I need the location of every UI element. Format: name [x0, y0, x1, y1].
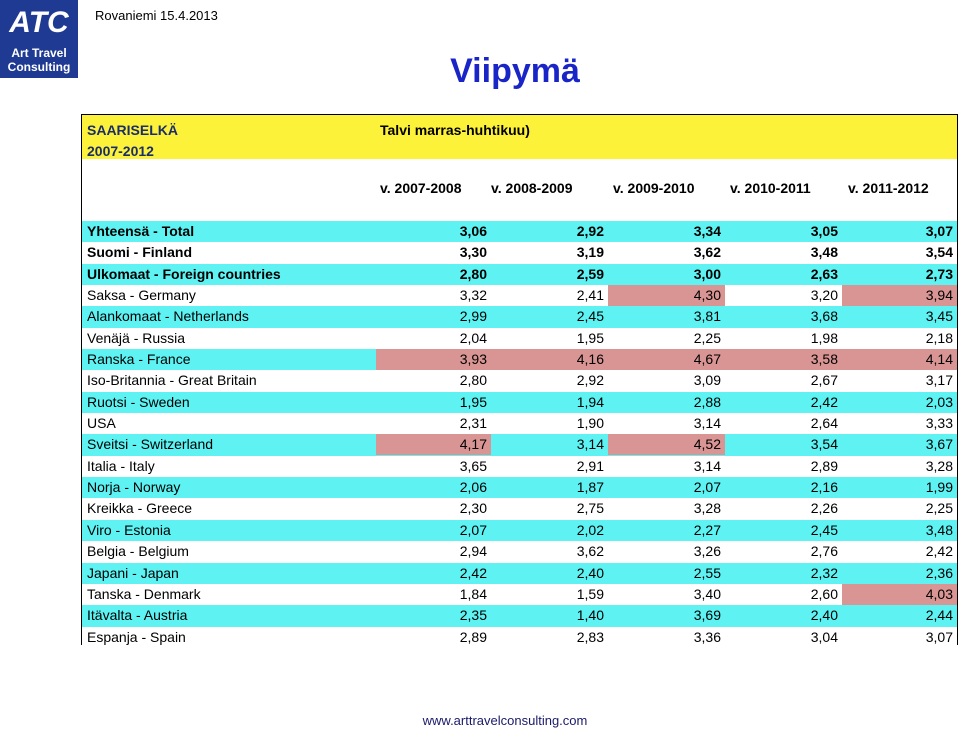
- value-cell: 2,26: [810, 500, 838, 517]
- value-cell: 3,20: [810, 287, 838, 304]
- column-header: v. 2010-2011: [730, 180, 811, 196]
- value-cell: 1,94: [576, 393, 604, 410]
- report-date: Rovaniemi 15.4.2013: [95, 8, 218, 23]
- value-cell: 3,09: [693, 372, 721, 389]
- value-cell: 4,67: [608, 349, 725, 370]
- value-cell: 4,03: [842, 584, 957, 605]
- value-cell: 2,83: [576, 628, 604, 645]
- value-cell: 2,64: [810, 415, 838, 432]
- value-cell: 3,00: [693, 265, 721, 282]
- row-label: Espanja - Spain: [87, 628, 186, 645]
- table-row: [82, 456, 957, 477]
- value-cell: 2,31: [459, 415, 487, 432]
- value-cell: 4,30: [608, 285, 725, 306]
- value-cell: 2,67: [810, 372, 838, 389]
- value-cell: 2,04: [459, 329, 487, 346]
- value-cell: 1,98: [810, 329, 838, 346]
- value-cell: 2,99: [459, 308, 487, 325]
- table-row: [82, 328, 957, 349]
- table-row: [82, 584, 957, 605]
- season-label: Talvi marras-huhtikuu): [380, 122, 530, 138]
- row-label: Tanska - Denmark: [87, 585, 201, 602]
- row-label: Viro - Estonia: [87, 521, 171, 538]
- value-cell: 2,25: [693, 329, 721, 346]
- column-header-row: [82, 159, 957, 218]
- value-cell: 2,35: [459, 607, 487, 624]
- value-cell: 2,36: [925, 564, 953, 581]
- atc-logo-mark: [0, 0, 78, 40]
- row-label: Iso-Britannia - Great Britain: [87, 372, 257, 389]
- value-cell: 1,99: [925, 479, 953, 496]
- value-cell: 2,25: [925, 500, 953, 517]
- value-cell: 2,92: [576, 223, 604, 239]
- value-cell: 3,81: [693, 308, 721, 325]
- value-cell: 3,40: [693, 585, 721, 602]
- row-label: Saksa - Germany: [87, 287, 196, 304]
- row-label: Ruotsi - Sweden: [87, 393, 190, 410]
- row-label: Ranska - France: [87, 351, 191, 368]
- value-cell: 2,02: [576, 521, 604, 538]
- value-cell: 3,94: [842, 285, 957, 306]
- row-label: Japani - Japan: [87, 564, 179, 581]
- value-cell: 1,95: [459, 393, 487, 410]
- value-cell: 2,32: [810, 564, 838, 581]
- value-cell: 2,27: [693, 521, 721, 538]
- table-row: [82, 605, 957, 626]
- value-cell: 2,40: [810, 607, 838, 624]
- table-row: [82, 434, 957, 455]
- row-label: Ulkomaat - Foreign countries: [87, 265, 281, 282]
- value-cell: 3,28: [925, 457, 953, 474]
- value-cell: 3,32: [459, 287, 487, 304]
- row-label: Suomi - Finland: [87, 244, 192, 261]
- row-label: Yhteensä - Total: [87, 223, 195, 239]
- value-cell: 3,67: [925, 436, 953, 453]
- value-cell: 2,92: [576, 372, 604, 389]
- value-cell: 4,16: [491, 349, 608, 370]
- value-cell: 2,94: [459, 543, 487, 560]
- column-header: v. 2008-2009: [491, 180, 573, 196]
- value-cell: 1,84: [459, 585, 487, 602]
- value-cell: 3,07: [925, 628, 953, 645]
- value-cell: 2,16: [810, 479, 838, 496]
- value-cell: 2,45: [810, 521, 838, 538]
- value-cell: 3,69: [693, 607, 721, 624]
- value-cell: 3,14: [693, 415, 721, 432]
- table-row: [82, 221, 957, 242]
- value-cell: 3,14: [576, 436, 604, 453]
- table-row: [82, 285, 957, 306]
- column-header: v. 2009-2010: [613, 180, 695, 196]
- table-row: [82, 306, 957, 327]
- value-cell: 2,60: [810, 585, 838, 602]
- value-cell: 3,62: [576, 543, 604, 560]
- column-header: v. 2011-2012: [848, 180, 929, 196]
- value-cell: 3,17: [925, 372, 953, 389]
- value-cell: 1,95: [576, 329, 604, 346]
- value-cell: 4,14: [842, 349, 957, 370]
- table-body: [82, 221, 957, 648]
- table-row: [82, 627, 957, 648]
- row-label: Alankomaat - Netherlands: [87, 308, 249, 325]
- value-cell: 2,89: [810, 457, 838, 474]
- value-cell: 3,06: [459, 223, 487, 239]
- value-cell: 1,87: [576, 479, 604, 496]
- row-label: Kreikka - Greece: [87, 500, 193, 517]
- value-cell: 2,89: [459, 628, 487, 645]
- table-row: [82, 477, 957, 498]
- row-label: Italia - Italy: [87, 457, 155, 474]
- table-row: [82, 349, 957, 370]
- value-cell: 2,06: [459, 479, 487, 496]
- value-cell: 2,18: [925, 329, 953, 346]
- value-cell: 3,54: [810, 436, 838, 453]
- row-label: Belgia - Belgium: [87, 543, 189, 560]
- value-cell: 3,93: [376, 349, 491, 370]
- table-row: [82, 563, 957, 584]
- table-row: [82, 370, 957, 391]
- value-cell: 2,44: [925, 607, 953, 624]
- table-row: [82, 413, 957, 434]
- value-cell: 1,90: [576, 415, 604, 432]
- table-row: [82, 392, 957, 413]
- table-row: [82, 498, 957, 519]
- table-row: [82, 242, 957, 263]
- region-label: SAARISELKÄ: [87, 122, 179, 138]
- value-cell: 3,45: [925, 308, 953, 325]
- value-cell: 2,42: [925, 543, 953, 560]
- value-cell: 3,05: [810, 223, 838, 239]
- period-label: 2007-2012: [87, 143, 154, 159]
- value-cell: 3,58: [725, 349, 842, 370]
- value-cell: 2,07: [459, 521, 487, 538]
- value-cell: 3,54: [925, 244, 953, 261]
- footer-url: www.arttravelconsulting.com: [422, 713, 588, 728]
- logo-line2: Consulting: [7, 60, 71, 74]
- value-cell: 3,28: [693, 500, 721, 517]
- value-cell: 2,40: [576, 564, 604, 581]
- page-title: Viipymä: [450, 52, 580, 90]
- value-cell: 3,07: [925, 223, 953, 239]
- value-cell: 2,42: [459, 564, 487, 581]
- value-cell: 2,03: [925, 393, 953, 410]
- row-label: Venäjä - Russia: [87, 329, 186, 346]
- value-cell: 3,30: [459, 244, 487, 261]
- value-cell: 2,30: [459, 500, 487, 517]
- value-cell: 2,73: [925, 265, 953, 282]
- value-cell: 3,48: [925, 521, 953, 538]
- logo-mark-text: ATC: [9, 6, 69, 39]
- value-cell: 1,40: [576, 607, 604, 624]
- value-cell: 3,36: [693, 628, 721, 645]
- table-header-band: [82, 115, 957, 159]
- value-cell: 2,76: [810, 543, 838, 560]
- row-label: USA: [87, 415, 116, 432]
- value-cell: 2,80: [459, 372, 487, 389]
- value-cell: 3,68: [810, 308, 838, 325]
- value-cell: 3,19: [576, 244, 604, 261]
- value-cell: 2,41: [576, 287, 604, 304]
- value-cell: 3,04: [810, 628, 838, 645]
- value-cell: 2,42: [810, 393, 838, 410]
- value-cell: 2,07: [693, 479, 721, 496]
- logo-line1: Art Travel: [11, 46, 67, 60]
- value-cell: 2,59: [576, 265, 604, 282]
- value-cell: 3,26: [693, 543, 721, 560]
- value-cell: 2,45: [576, 308, 604, 325]
- row-label: Itävalta - Austria: [87, 607, 188, 624]
- value-cell: 3,48: [810, 244, 838, 261]
- value-cell: 2,80: [459, 265, 487, 282]
- value-cell: 2,75: [576, 500, 604, 517]
- value-cell: 3,34: [693, 223, 721, 239]
- value-cell: 3,62: [693, 244, 721, 261]
- table-row: [82, 541, 957, 562]
- value-cell: 2,55: [693, 564, 721, 581]
- value-cell: 2,88: [693, 393, 721, 410]
- value-cell: 3,14: [693, 457, 721, 474]
- value-cell: 2,63: [810, 265, 838, 282]
- column-header: v. 2007-2008: [380, 180, 462, 196]
- row-label: Norja - Norway: [87, 479, 181, 496]
- stay-length-table: [81, 114, 958, 645]
- row-label: Sveitsi - Switzerland: [87, 436, 214, 453]
- value-cell: 4,52: [608, 434, 725, 455]
- value-cell: 2,91: [576, 457, 604, 474]
- table-row: [82, 264, 957, 285]
- value-cell: 3,33: [925, 415, 953, 432]
- table-row: [82, 520, 957, 541]
- value-cell: 4,17: [376, 434, 491, 455]
- value-cell: 1,59: [576, 585, 604, 602]
- value-cell: 3,65: [459, 457, 487, 474]
